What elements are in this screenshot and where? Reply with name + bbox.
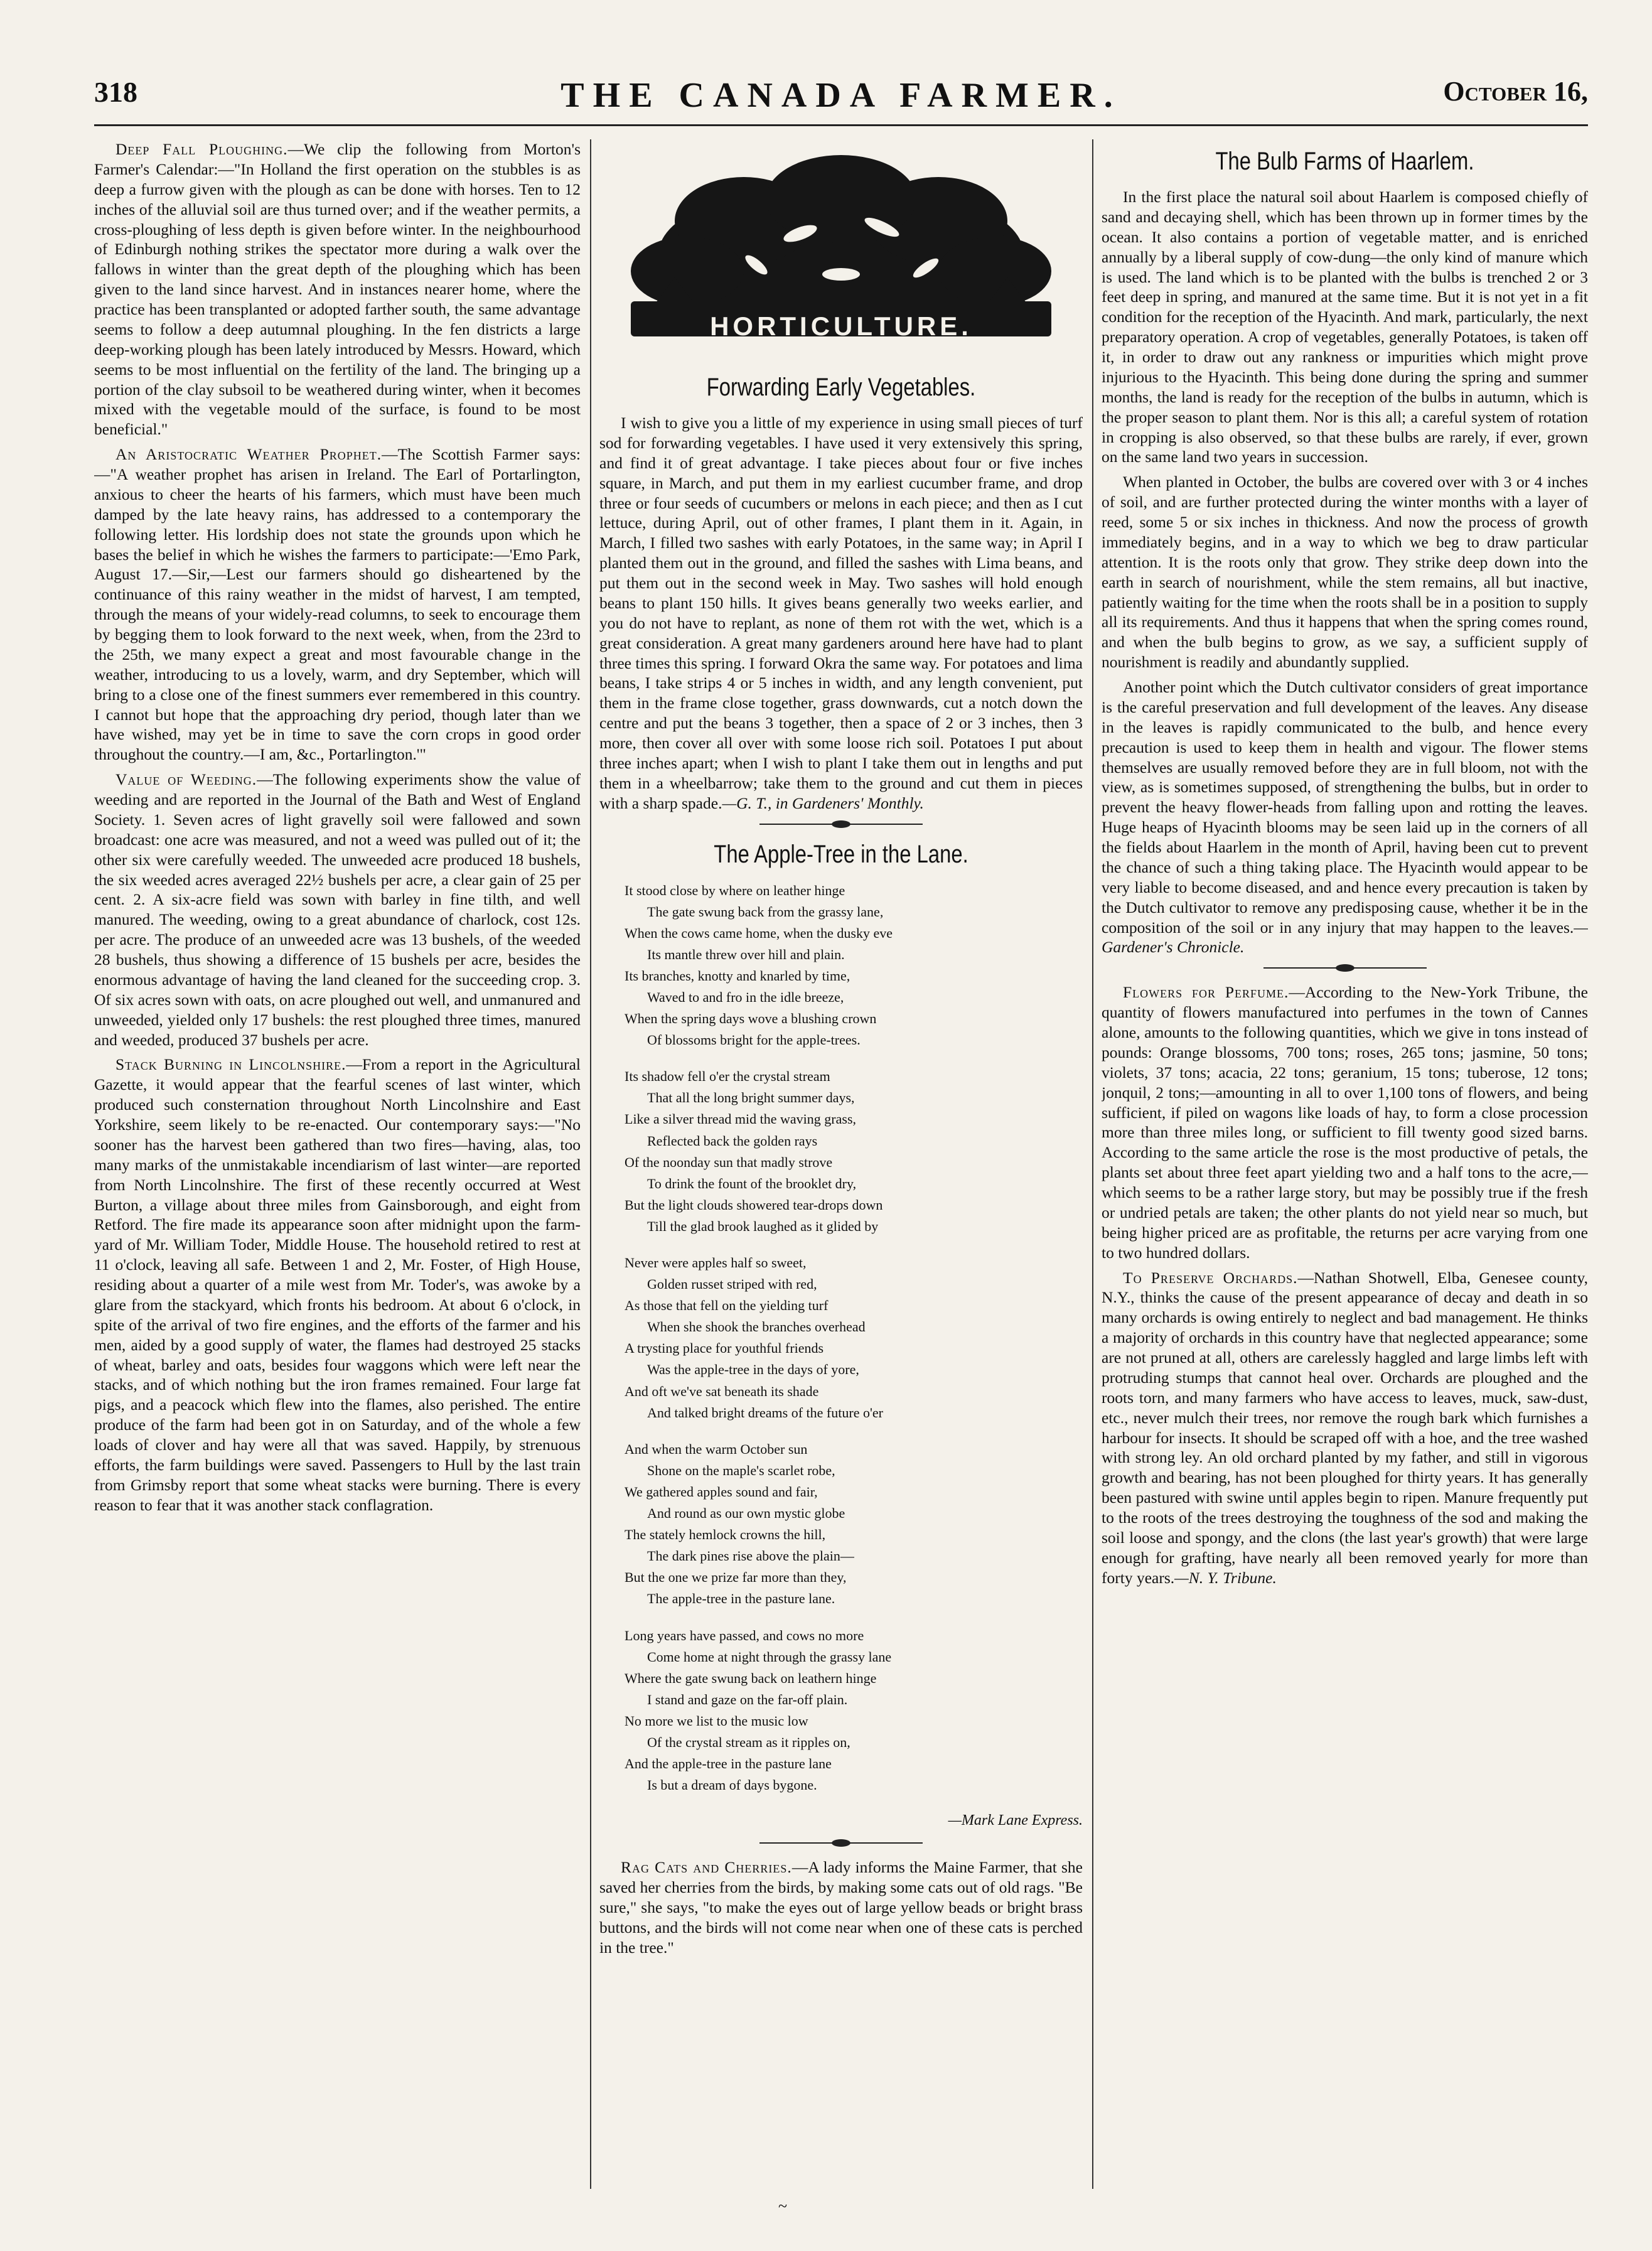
poem-line: We gathered apples sound and fair, bbox=[625, 1483, 818, 1500]
poem-stanza bbox=[625, 1625, 1083, 1797]
masthead bbox=[94, 75, 1588, 132]
poem-line: Never were apples half so sweet, bbox=[625, 1255, 807, 1271]
horticulture-emblem bbox=[599, 139, 1083, 365]
poem-stanza bbox=[625, 1066, 1083, 1237]
poem-stanza bbox=[625, 880, 1083, 1051]
poem-line: Till the glad brook laughed as it glided by bbox=[647, 1218, 879, 1234]
poem-line: The dark pines rise above the plain— bbox=[647, 1548, 854, 1564]
article-lead: An Aristocratic Weather Prophet. bbox=[115, 445, 382, 464]
article-text: —From a report in the Agricultural Gazette, it would appear that the fearful scenes of last winter, which produced such consternation throughout North Lincolnshire and East Yorkshire, seem likely to be re-enacted. Our contemporary says:—"No sooner has the harvest been gathered than two fires—having, alas, too many marks of the unmistakable incendiarism of last winter—are reported from North Lincolnshire. The first of these recently occurred at West Burton, a village about three miles from Gainsborough, and eight from Retford. The fire made its appearance soon after midnight upon the farm-yard of Mr. William Toder, Middle House. The household retired to rest at 11 o'clock, leaving all safe. Between 1 and 2, Mr. Foster, of High House, residing about a quarter of a mile west from Mr. Toder's, was awoke by a glare from the stackyard, which fronts his bedroom. At about 6 o'clock, in spite of the arrival of two fire engines, and the efforts of the farmer and his men, aided by a good supply of water, the flames had destroyed 25 stacks of wheat, barley and oats, besides four waggons which were left near the stacks, and of which nothing but the iron frames remained. Four large fat pigs, and a peacock which flew into the flames, also perished. The entire produce of the farm had been got in on Saturday, and of the whole a few loads of clover and hay were all that was saved. Happily, by strenuous efforts, the farm buildings were saved. Passengers to Hull by the last train from Grimsby report that some wheat stacks were burning. There is every reason to fear that it was another stack conflagration. bbox=[94, 1055, 581, 1514]
poem-stanza bbox=[625, 1252, 1083, 1424]
issue-date: October 16, bbox=[1443, 76, 1588, 107]
article-heading: Forwarding Early Vegetables. bbox=[706, 373, 976, 401]
article-value-of-weeding bbox=[94, 770, 581, 1050]
article-text: —The Scottish Farmer says:—"A weather prophet has arisen in Ireland. The Earl of Portarlington, anxious to cheer the hearts of his farmers, which must have been much damped by the late heavy rains, has addressed to a contemporary the following letter. His lordship does not state the grounds upon which he bases the belief in which he wishes the farmers to participate:—'Emo Park, August 17.—Sir,—Lest our farmers should go disheartened by the continuance of this rainy weather in the midst of harvest, I am tempted, through the means of your widely-read columns, to seek to encourage them by begging them to look forward to the next week, when, from the 23rd to the 25th, we many expect a great and most favourable change in the weather, introducing to us a lovely, warm, and dry September, which will bring to a close one of the finest summers ever remembered in this country. I cannot but hope that the approaching dry period, though later than we have wished, may yet be in time to save the corn crops in good order throughout the country.—I am, &c., Portarlington.'" bbox=[94, 445, 581, 764]
footer-mark: ~ bbox=[778, 2197, 788, 2215]
poem-line: Its shadow fell o'er the crystal stream bbox=[625, 1068, 830, 1085]
poem-line: Was the apple-tree in the days of yore, bbox=[647, 1362, 859, 1378]
poem-line: The gate swung back from the grassy lane, bbox=[647, 903, 884, 920]
poem-line: The stately hemlock crowns the hill, bbox=[625, 1527, 826, 1543]
article-attribution: —N. Y. Tribune. bbox=[1174, 1568, 1277, 1587]
article-paragraph: When planted in October, the bulbs are covered over with 3 or 4 inches of soil, and are further protected during the winter months with a layer of reed, some 5 or six inches in thickness. And now the process of growth immediately begins, and in a way to which we beg to draw particular attention. It is the roots only that grow. They strike deep down into the earth in search of nourishment, while the stem remains, all but inactive, patiently waiting for the time when the roots shall be in a position to supply all its requirements. And thus it happens that when the spring comes round, and when the bulb begins to grow, as we say, a sufficient supply of nourishment is readily and abundantly supplied. bbox=[1102, 473, 1588, 672]
poem-line: Shone on the maple's scarlet robe, bbox=[647, 1462, 835, 1478]
column-rule bbox=[1092, 139, 1093, 2189]
poem-line: When the cows came home, when the dusky eve bbox=[625, 925, 893, 941]
poem-line: As those that fell on the yielding turf bbox=[625, 1297, 829, 1314]
poem-line: Where the gate swung back on leathern hinge bbox=[625, 1670, 877, 1686]
column-rule bbox=[590, 139, 591, 2189]
article-heading: The Bulb Farms of Haarlem. bbox=[1215, 148, 1474, 175]
newspaper-title: THE CANADA FARMER. bbox=[560, 76, 1122, 115]
section-divider bbox=[759, 819, 923, 830]
poem-line: Of the noonday sun that madly strove bbox=[625, 1154, 833, 1170]
article-weather-prophet bbox=[94, 444, 581, 765]
poem-line: When she shook the branches overhead bbox=[647, 1319, 866, 1335]
poem-line: Its branches, knotty and knarled by time, bbox=[625, 967, 850, 984]
poem-line: Like a silver thread mid the waving grass, bbox=[625, 1111, 857, 1127]
masthead-rule bbox=[94, 124, 1588, 126]
article-attribution: —G. T., in Gardeners' Monthly. bbox=[722, 793, 924, 812]
article-forwarding-vegetables bbox=[599, 413, 1083, 814]
article-paragraph: In the first place the natural soil about Haarlem is composed chiefly of sand and decaying shell, which has been thrown up in former times by the ocean. It also contains a portion of vegetable matter, and is enriched annually by a liberal supply of cow-dung—the only kind of manure which is used. The land which is to be planted with the bulbs is trenched 2 or 3 feet deep in spring, and manured at the same time. But it is not yet in a fit condition for the reception of the Hyacinth. And mark, particularly, the next preparatory operation. A crop of vegetables, generally Potatoes, is taken off it, in order to draw out any rankness or impurities which might prove injurious to the Hyacinth. This being done during the spring and summer months, the land is ready for the reception of the bulbs in autumn, which is the proper season to plant them. Nor is this all; a careful system of rotation in cropping is also observed, so that these bulbs are rarely, if ever, grown on the same land two years in succession. bbox=[1102, 188, 1588, 466]
article-lead: To Preserve Orchards. bbox=[1123, 1268, 1298, 1287]
article-deep-fall-ploughing bbox=[94, 139, 581, 439]
article-flowers-for-perfume bbox=[1102, 982, 1588, 1262]
poem-line: When the spring days wove a blushing crown bbox=[625, 1011, 877, 1027]
poem-line: Its mantle threw over hill and plain. bbox=[647, 946, 845, 962]
poem-line: I stand and gaze on the far-off plain. bbox=[647, 1691, 848, 1707]
article-lead: Value of Weeding. bbox=[115, 770, 257, 789]
article-text: I wish to give you a little of my experience in using small pieces of turf sod for forwarding vegetables. I have used it very extensively this spring, and find it of great advantage. I take pieces about four or five inches square, in March, and put them in my earliest cucumber frame, and drop three or four seeds of cucumbers or melons in each piece; and then as I cut lettuce, during April, out of other frames, I plant them in it. Again, in March, I filled two sashes with early Potatoes, in the same way; in April I planted them out in the ground, and filled the sashes with Lima beans, and put them out in the second week in May. Two sashes will hold enough beans to plant 150 hills. It gives beans generally two weeks earlier, and you do not have to replant, as none of them rot with the wet, which is a great consideration. A great many gardeners around here have had to plant three times this spring. I forward Okra the same way. For potatoes and lima beans, I take strips 4 or 5 inches in width, and any length convenient, put them in the frame close together, grass downwards, cut a notch down the centre and put the beans 3 together, then a space of 2 or 3 inches, then 3 more, then cover all over with some loose rich soil. Potatoes I put about three inches apart; when I wish to plant I take them out in lengths and put them in a wheelbarrow; take them to the ground and cut them in pieces with a sharp spade. bbox=[599, 414, 1083, 812]
poem-line: Long years have passed, and cows no more bbox=[625, 1627, 864, 1643]
article-text: —A lady informs the Maine Farmer, that she saved her cherries from the birds, by making some cats out of old rags. "Be sure," she says, "to make the eyes out of large yellow beads or bright brass buttons, and the birds will not come near when one of these cats is perched in the tree." bbox=[599, 1858, 1083, 1957]
poem-line: Come home at night through the grassy lane bbox=[647, 1648, 892, 1665]
poem-line: No more we list to the music low bbox=[625, 1712, 808, 1729]
poem-line: Is but a dream of days bygone. bbox=[647, 1777, 817, 1793]
article-text: —Nathan Shotwell, Elba, Genesee county, N.Y., thinks the cause of the present appearance of decay and death in so many orchards is owing entirely to neglect and bad management. He thinks a majority of orchards in this country have that neglected appearance; some are not pruned at all, others are carelessly haggled and large limbs left with protruding stumps that cannot heal over. Orchards are ploughed and the roots torn, and many farmers who have access to leaves, muck, saw-dust, etc., never mulch their trees, nor remove the rough bark which furnishes a harbour for insects. It should be scraped off with a hoe, and the tree washed with strong ley. An old orchard planted by my father, and still in vigorous growth and bearing, has not been ploughed for thirty years. It has generally been pastured with swine until apples begin to ripen. Manure frequently put to the roots of the trees destroying the toughness of the sod and making the soil loose and spongy, and the clons (the last year's growth) that were large enough for grafting, have nearly all been removed yearly for more than forty years. bbox=[1102, 1268, 1588, 1587]
poem-line: And talked bright dreams of the future o'er bbox=[647, 1404, 884, 1421]
poem-line: Golden russet striped with red, bbox=[647, 1276, 817, 1292]
article-preserve-orchards bbox=[1102, 1268, 1588, 1588]
emblem-label: HORTICULTURE. bbox=[710, 311, 972, 341]
column-right bbox=[1102, 139, 1588, 2189]
poem-line: But the light clouds showered tear-drops down bbox=[625, 1196, 883, 1213]
article-text: —According to the New-York Tribune, the quantity of flowers manufactured into perfumes in the town of Cannes alone, amounts to the following quantities, which we give in tons instead of pounds: Orange blossoms, 700 tons; roses, 265 tons; jasmine, 50 tons; violets, 37 tons; acacia, 22 tons; geranium, 15 tons; tuberose, 12 tons; jonquil, 2 tons;—amounting in all to over 1,100 tons of flowers, and being sufficient, if piled on wagons like loads of hay, to form a close procession more than three miles long, or sufficient to fill twenty good sized barns. According to the same article the rose is the most productive of petals, the plants set about three feet apart yielding two and a half tons to the acre,—which seems to be a rather large story, but may be possibly true if the fresh or undried petals are taken; the other plants do not yield near so much, but being higher priced are as profitable, the returns per acre varying from one to two hundred dollars. bbox=[1102, 983, 1588, 1262]
poem-heading: The Apple-Tree in the Lane. bbox=[714, 840, 968, 868]
poem-apple-tree bbox=[625, 880, 1083, 1797]
poem-line: A trysting place for youthful friends bbox=[625, 1340, 824, 1357]
article-lead: Deep Fall Ploughing. bbox=[115, 140, 288, 158]
article-paragraph bbox=[1102, 677, 1588, 957]
poem-line: It stood close by where on leather hinge bbox=[625, 882, 845, 898]
article-text: Another point which the Dutch cultivator considers of great importance is the careful preservation and full development of the leaves. Any disease in the leaves is rapidly communicated to the bulb, and hence every precaution is used to keep them in health and vigour. The flower stems themselves are usually removed before they are in full bloom, not with the view, as is sometimes supposed, of strengthening the bulbs, but in order to prevent the heavy flower-heads from falling upon and rotting the leaves. Huge heaps of Hyacinth blooms may be seen laid up in the corners of all the fields about Haarlem in the month of April, having been cut to prevent the chance of such a thing taking place. The Hyacinth would appear to be very liable to become diseased, and and hence every precaution is taken by the Dutch cultivator to remove any predisposing cause, whether it be in the composition of the soil or in any injury that may happen to the leaves. bbox=[1102, 678, 1588, 937]
article-stack-burning bbox=[94, 1055, 581, 1515]
poem-line: Of the crystal stream as it ripples on, bbox=[647, 1734, 850, 1750]
poem-line: The apple-tree in the pasture lane. bbox=[647, 1591, 835, 1607]
section-divider bbox=[759, 1837, 923, 1849]
poem-line: But the one we prize far more than they, bbox=[625, 1569, 847, 1586]
column-middle bbox=[599, 139, 1083, 2189]
article-rag-cats bbox=[599, 1857, 1083, 1957]
poem-line: Reflected back the golden rays bbox=[647, 1132, 818, 1149]
poem-line: To drink the fount of the brooklet dry, bbox=[647, 1175, 857, 1191]
poem-line: Of blossoms bright for the apple-trees. bbox=[647, 1032, 861, 1048]
poem-line: And the apple-tree in the pasture lane bbox=[625, 1756, 832, 1772]
poem-line: And when the warm October sun bbox=[625, 1441, 808, 1457]
poem-line: And oft we've sat beneath its shade bbox=[625, 1383, 819, 1399]
article-text: —We clip the following from Morton's Farmer's Calendar:—"In Holland the first operation on the stubbles is as deep a furrow given with the plough as can be done with horses. Ten to 12 inches of the alluvial soil are thus turned over; and if the weather permits, a cross-ploughing of less depth is given before winter. In the neighbourhood of Edinburgh nothing strikes the spectator more during a walk over the fallows in winter than the great depth of the ploughing which has been given to the land since harvest. And in instances nearer home, where the practice has been transplanted or adopted farther south, the same advantage seems to follow a deep autumnal ploughing. In the fen districts a large deep-working plough has been lately introduced by Messrs. Howard, which seems to be most influential on the fertility of the land. The bringing up a portion of the clay subsoil to be weathered during winter, when it becomes mixed with the vegetable mould of the surface, is found to be most beneficial." bbox=[94, 140, 581, 439]
column-left bbox=[94, 139, 581, 2189]
article-attribution: —Gardener's Chronicle. bbox=[1102, 918, 1588, 957]
article-text: —The following experiments show the value of weeding and are reported in the Journal of the Bath and West of England Society. 1. Seven acres of light gravelly soil were fallowed and sown broadcast: one acre was measured, and not a weed was pulled out of it; the other six were carefully weeded. The unweeded acre produced 18 bushels, the six weeded acres averaged 22½ bushels per acre, a clear gain of 25 per cent. 2. A six-acre field was sown with barley in fine tilth, and well manured. The weeding, owing to a great abundance of charlock, cost 12s. per acre. The produce of an unweeded acre was 13 bushels, of the weeded 28 bushels, thus showing a difference of 15 bushels per acre, besides the enormous advantage of having the land cleaned for the succeeding crop. 3. Of six acres sown with oats, on acre ploughed out well, and unmanured and unweeded, yielded only 17 bushels: the rest ploughed three times, manured and weeded, produced 37 bushels per acre. bbox=[94, 770, 581, 1049]
page-number: 318 bbox=[94, 76, 137, 108]
poem-stanza bbox=[625, 1439, 1083, 1610]
article-lead: Stack Burning in Lincolnshire. bbox=[115, 1055, 346, 1074]
poem-line: That all the long bright summer days, bbox=[647, 1090, 855, 1106]
poem-line: Waved to and fro in the idle breeze, bbox=[647, 989, 844, 1005]
poem-attribution: —Mark Lane Express. bbox=[948, 1812, 1083, 1829]
poem-line: And round as our own mystic globe bbox=[647, 1505, 845, 1522]
article-lead: Flowers for Perfume. bbox=[1123, 983, 1289, 1002]
article-lead: Rag Cats and Cherries. bbox=[621, 1858, 792, 1877]
section-divider bbox=[1263, 962, 1427, 974]
